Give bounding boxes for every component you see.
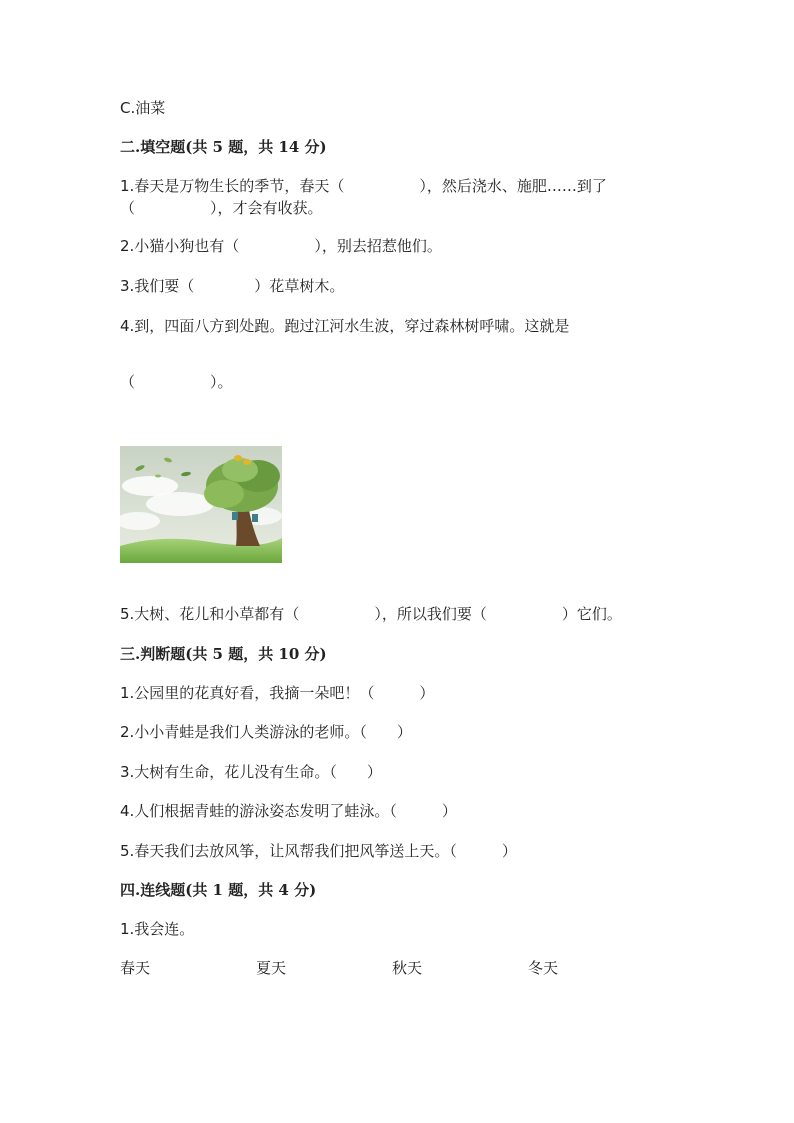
judge-question-3: 3.大树有生命，花儿没有生命。（ ） xyxy=(120,763,382,781)
match-question-1: 1.我会连。 xyxy=(120,920,195,938)
judge-question-2: 2.小小青蛙是我们人类游泳的老师。（ ） xyxy=(120,723,412,741)
section-3-heading: 三.判断题(共 5 题，共 10 分) xyxy=(120,645,327,663)
fill-question-4-line-2: （ ）。 xyxy=(120,373,233,391)
season-autumn: 秋天 xyxy=(392,959,423,977)
section-4-heading: 四.连线题(共 1 题，共 4 分) xyxy=(120,881,317,899)
fill-question-3: 3.我们要（ ）花草树木。 xyxy=(120,277,345,295)
judge-question-1: 1.公园里的花真好看，我摘一朵吧！（ ） xyxy=(120,684,435,702)
season-winter: 冬天 xyxy=(528,959,559,977)
previous-option-c: C.油菜 xyxy=(120,99,166,117)
season-summer: 夏天 xyxy=(256,959,287,977)
judge-question-4: 4.人们根据青蛙的游泳姿态发明了蛙泳。（ ） xyxy=(120,802,457,820)
section-2-heading: 二.填空题(共 5 题，共 14 分) xyxy=(120,138,327,156)
fill-question-1-line-2: （ ），才会有收获。 xyxy=(120,199,323,217)
fill-question-4-line-1: 4.到，四面八方到处跑。跑过江河水生波，穿过森林树呼啸。这就是 xyxy=(120,317,570,335)
fill-question-5: 5.大树、花儿和小草都有（ ），所以我们要（ ）它们。 xyxy=(120,605,622,623)
season-spring: 春天 xyxy=(120,959,151,977)
tree-illustration xyxy=(120,446,282,563)
fill-question-2: 2.小猫小狗也有（ ），别去招惹他们。 xyxy=(120,237,442,255)
fill-question-1-line-1: 1.春天是万物生长的季节，春天（ ），然后浇水、施肥……到了 xyxy=(120,177,607,195)
judge-question-5: 5.春天我们去放风筝，让风帮我们把风筝送上天。（ ） xyxy=(120,842,517,860)
